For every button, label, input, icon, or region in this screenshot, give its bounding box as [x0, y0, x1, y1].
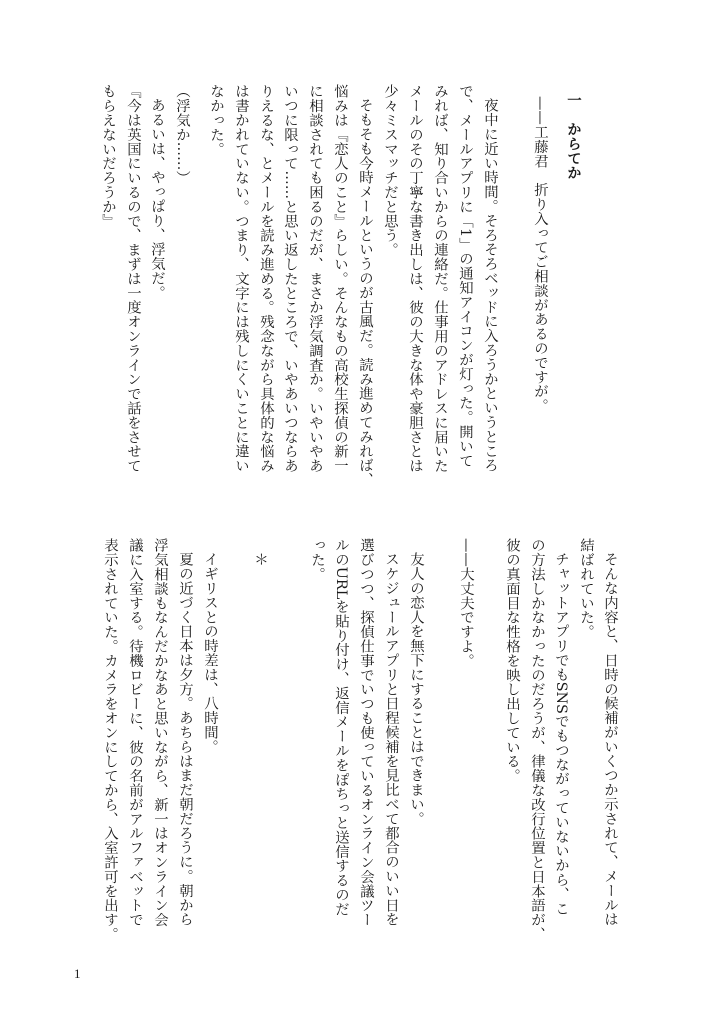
- text-line: ルのURLを貼り付け、返信メールをぽちっと送信するのだ: [333, 538, 349, 917]
- text-line: （浮気か……）: [174, 84, 190, 185]
- text-line: 悩みは『恋人のこと』らしい。そんなもの高校生探偵の新一: [332, 84, 348, 473]
- text-line: メールのその丁寧な書き出しは、彼の大きな体や豪胆さとは: [407, 84, 423, 473]
- text-line: なかった。: [208, 84, 224, 156]
- chapter-title: からてか: [565, 122, 582, 180]
- text-line: 表示されていた。カメラをオンにしてから、入室許可を出す。: [102, 538, 118, 942]
- text-line: った。: [309, 538, 325, 582]
- text-line: ——大丈夫ですよ。: [458, 538, 474, 668]
- text-line: そもそも今時メールというのが古風だ。読み進めてみれば、: [357, 98, 373, 488]
- section-break: ＊: [252, 552, 268, 567]
- text-line: 彼の真面目な性格を映し出している。: [504, 538, 520, 783]
- text-line: 夜中に近い時間。そろそろベッドに入ろうかというところ: [482, 98, 498, 473]
- chapter-number: 一: [565, 93, 582, 108]
- text-line: 結ばれていた。: [578, 538, 594, 639]
- text-line: もらえないだろうか』: [100, 84, 116, 228]
- text-line: の方法しかなかったのだろうが、律儀な改行位置と日本語が、: [529, 538, 545, 942]
- text-line: に相談されても困るのだが、まさか浮気調査か。いやいやあ: [307, 84, 323, 473]
- text-line: いつに限って……と思い返したところで、いやあいつならあ: [282, 84, 298, 473]
- text-line: は書かれていない。つまり、文字には残しにくいことに違い: [233, 84, 249, 473]
- text-line: 夏の近づく日本は夕方。あちらはまだ朝だろうに。朝から: [177, 552, 193, 927]
- text-line: 選びつつ、探偵仕事でいつも使っているオンライン会議ツー: [358, 538, 374, 927]
- text-line: イギリスとの時差は、八時間。: [202, 552, 218, 754]
- text-line: 少々ミスマッチだと思う。: [382, 84, 398, 257]
- text-line: チャットアプリでもSNSでもつながっていないから、こ: [553, 552, 569, 916]
- text-line: 議に入室する。待機ロビーに、彼の名前がアルファベットで: [127, 538, 143, 927]
- text-line: りえるな、とメールを読み進める。残念ながら具体的な悩み: [258, 84, 274, 473]
- section-heading: ——工藤君 折り入ってご相談があるのですが。: [532, 95, 548, 413]
- text-line: みれば、知り合いからの連絡だ。仕事用のアドレスに届いた: [432, 84, 448, 473]
- text-line: そんな内容と、日時の候補がいくつか示されて、メールは: [602, 552, 618, 927]
- text-line: あるいは、やっぱり、浮気だ。: [149, 98, 165, 300]
- text-line: で、メールアプリに「1」の通知アイコンが灯った。開いて: [457, 84, 473, 468]
- page-number: 1: [74, 966, 81, 981]
- text-line: 友人の恋人を無下にすることはできまい。: [408, 552, 424, 826]
- text-line: 浮気相談もなんだかなあと思いながら、新一はオンライン会: [152, 538, 168, 927]
- text-line: 『今は英国にいるので、まずは一度オンラインで話をさせて: [125, 84, 141, 473]
- text-line: スケジュールアプリと日程候補を見比べて都合のいい日を: [383, 552, 399, 927]
